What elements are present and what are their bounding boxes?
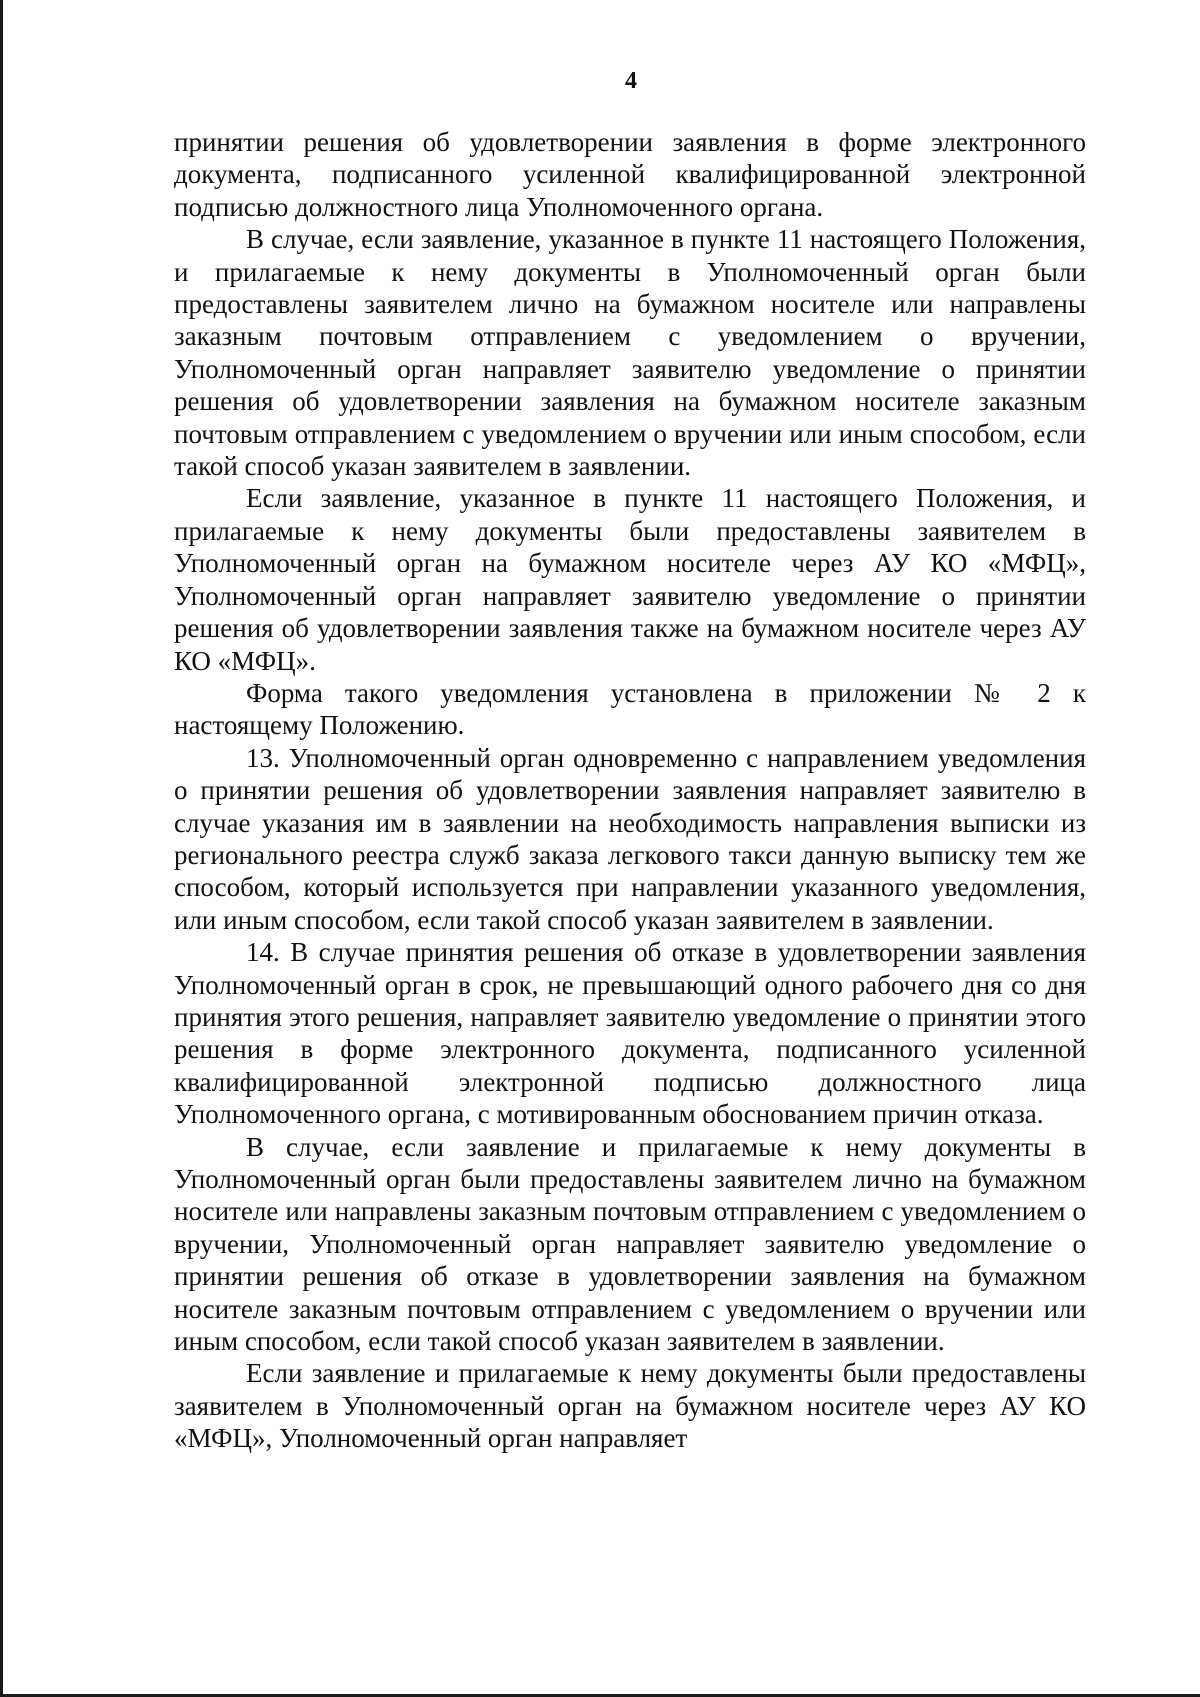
- paragraph-clause-13: 13. Уполномоченный орган одновременно с направлением уведомления о принятии решения об удовлетворении заявления направляет заявителю в случае указания им в заявлении на необходимость направления выписки из регионального реестра служб заказа легкового такси данную выписку тем же способом, который используется при направлении указанного уведомления, или иным способом, если такой способ указан заявителем в заявлении.: [174, 742, 1086, 935]
- paragraph-notification-form: Форма такого уведомления установлена в приложении № 2 к настоящему Положению.: [174, 677, 1086, 741]
- document-body: [174, 126, 1086, 1455]
- paragraph-refusal-paper-delivery: В случае, если заявление и прилагаемые к нему документы в Уполномоченный орган были предоставлены заявителем лично на бумажном носителе или направлены заказным почтовым отправлением с уведомлением о вручении, Уполномоченный орган направляет заявителю уведомление о принятии решения об отказе в удовлетворении заявления на бумажном носителе заказным почтовым отправлением с уведомлением о вручении или иным способом, если такой способ указан заявителем в заявлении.: [174, 1131, 1086, 1357]
- paragraph-refusal-mfc-delivery: Если заявление и прилагаемые к нему документы были предоставлены заявителем в Уполномоченный орган на бумажном носителе через АУ КО «МФЦ», Уполномоченный орган направляет: [174, 1358, 1086, 1454]
- scan-left-border: [0, 0, 3, 1697]
- page-number: 4: [625, 68, 637, 94]
- paragraph-clause-14: 14. В случае принятия решения об отказе в удовлетворении заявления Уполномоченный орган в срок, не превышающий одного рабочего дня со дня принятия этого решения, направляет заявителю уведомление о принятии этого решения в форме электронного документа, подписанного усиленной квалифицированной электронной подписью должностного лица Уполномоченного органа, с мотивированным обоснованием причин отказа.: [174, 937, 1086, 1130]
- paragraph-paper-delivery: В случае, если заявление, указанное в пункте 11 настоящего Положения, и прилагаемые к нему документы в Уполномоченный орган были предоставлены заявителем лично на бумажном носителе или направлены заказным почтовым отправлением с уведомлением о вручении, Уполномоченный орган направляет заявителю уведомление о принятии решения об удовлетворении заявления на бумажном носителе заказным почтовым отправлением с уведомлением о вручении или иным способом, если такой способ указан заявителем в заявлении.: [174, 224, 1086, 482]
- paragraph-continuation: принятии решения об удовлетворении заявления в форме электронного документа, подписанного усиленной квалифицированной электронной подписью должностного лица Уполномоченного органа.: [174, 127, 1086, 222]
- paragraph-mfc-delivery: Если заявление, указанное в пункте 11 настоящего Положения, и прилагаемые к нему документы были предоставлены заявителем в Уполномоченный орган на бумажном носителе через АУ КО «МФЦ», Уполномоченный орган направляет заявителю уведомление о принятии решения об удовлетворении заявления также на бумажном носителе через АУ КО «МФЦ».: [174, 483, 1086, 676]
